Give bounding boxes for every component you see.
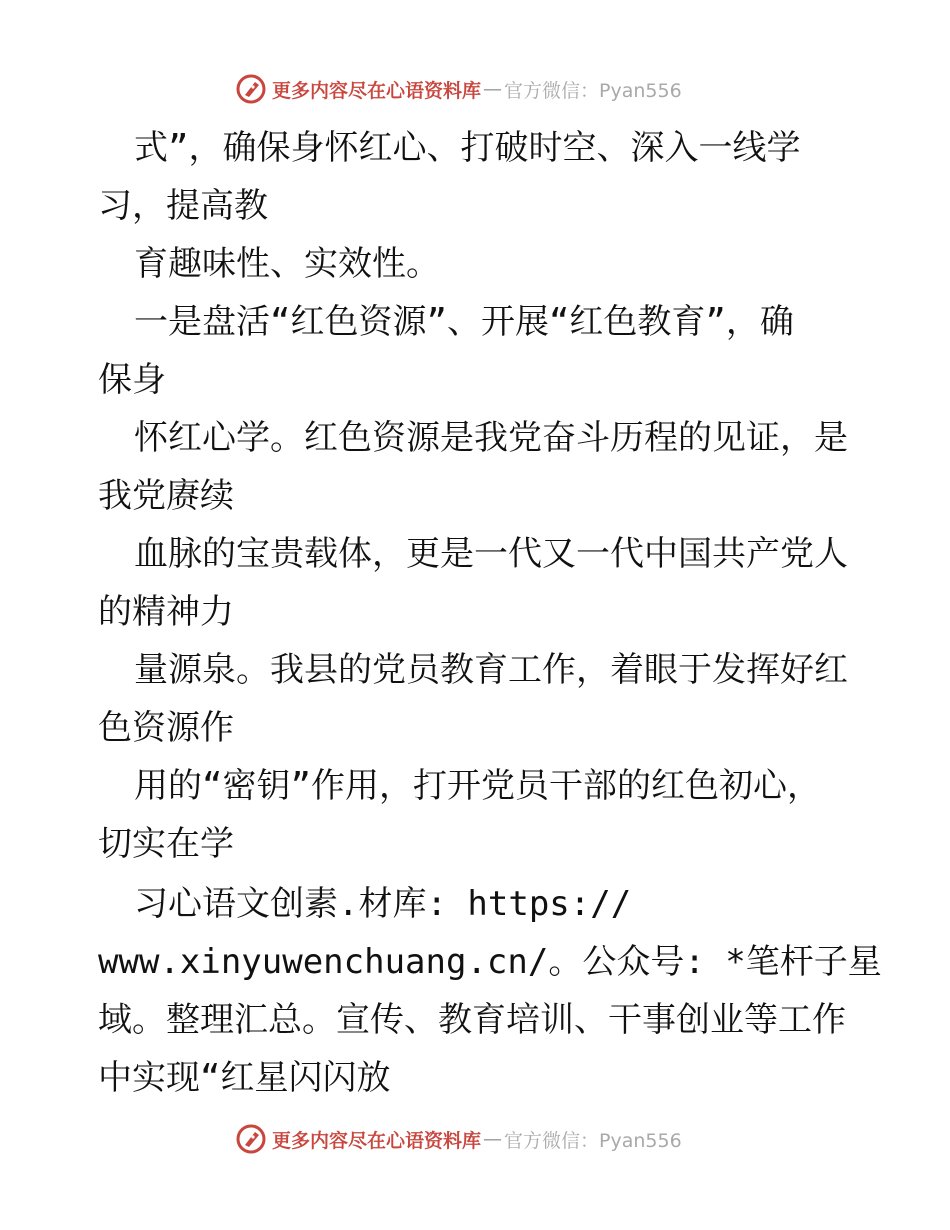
- body-line: 血脉的宝贵载体，更是一代又一代中国共产党人: [134, 534, 848, 574]
- body-line: 切实在学: [98, 824, 234, 864]
- body-line: 一是盘活“红色资源”、开展“红色教育”，确: [134, 302, 794, 342]
- body-line: 用的“密钥”作用，打开党员干部的红色初心，: [134, 766, 821, 806]
- body-line: 的精神力: [98, 592, 234, 632]
- footer-brand: 更多内容尽在心语资料库: [272, 1129, 482, 1152]
- body-line: 域。整理汇总。宣传、教育培训、干事创业等工作: [98, 1000, 846, 1040]
- footer-wechat: 官方微信：Pyan556: [504, 1129, 682, 1152]
- header-brand: 更多内容尽在心语资料库: [272, 79, 482, 102]
- body-line: www.xinyuwenchuang.cn/。公众号: *笔杆子星: [98, 942, 882, 982]
- body-line: 式”，确保身怀红心、打破时空、深入一线学: [134, 128, 801, 168]
- body-line: 保身: [98, 360, 166, 400]
- footer-separator: —: [483, 1128, 503, 1150]
- body-line: 习心语文创素.材库: https://: [134, 884, 632, 924]
- pen-nib-circle-icon: [236, 74, 266, 104]
- body-line: 习，提高教: [98, 186, 268, 226]
- body-line: 色资源作: [98, 708, 234, 748]
- footer-banner: [236, 1122, 716, 1156]
- body-line: 量源泉。我县的党员教育工作，着眼于发挥好红: [134, 650, 848, 690]
- body-line: 怀红心学。红色资源是我党奋斗历程的见证，是: [134, 418, 848, 458]
- pen-nib-circle-icon: [236, 1124, 266, 1154]
- body-line: 我党赓续: [98, 476, 234, 516]
- header-wechat: 官方微信：Pyan556: [504, 79, 682, 102]
- header-banner: [236, 72, 716, 106]
- body-line: 育趣味性、实效性。: [134, 244, 440, 284]
- body-line: 中实现“红星闪闪放: [98, 1058, 391, 1098]
- header-separator: —: [483, 78, 503, 100]
